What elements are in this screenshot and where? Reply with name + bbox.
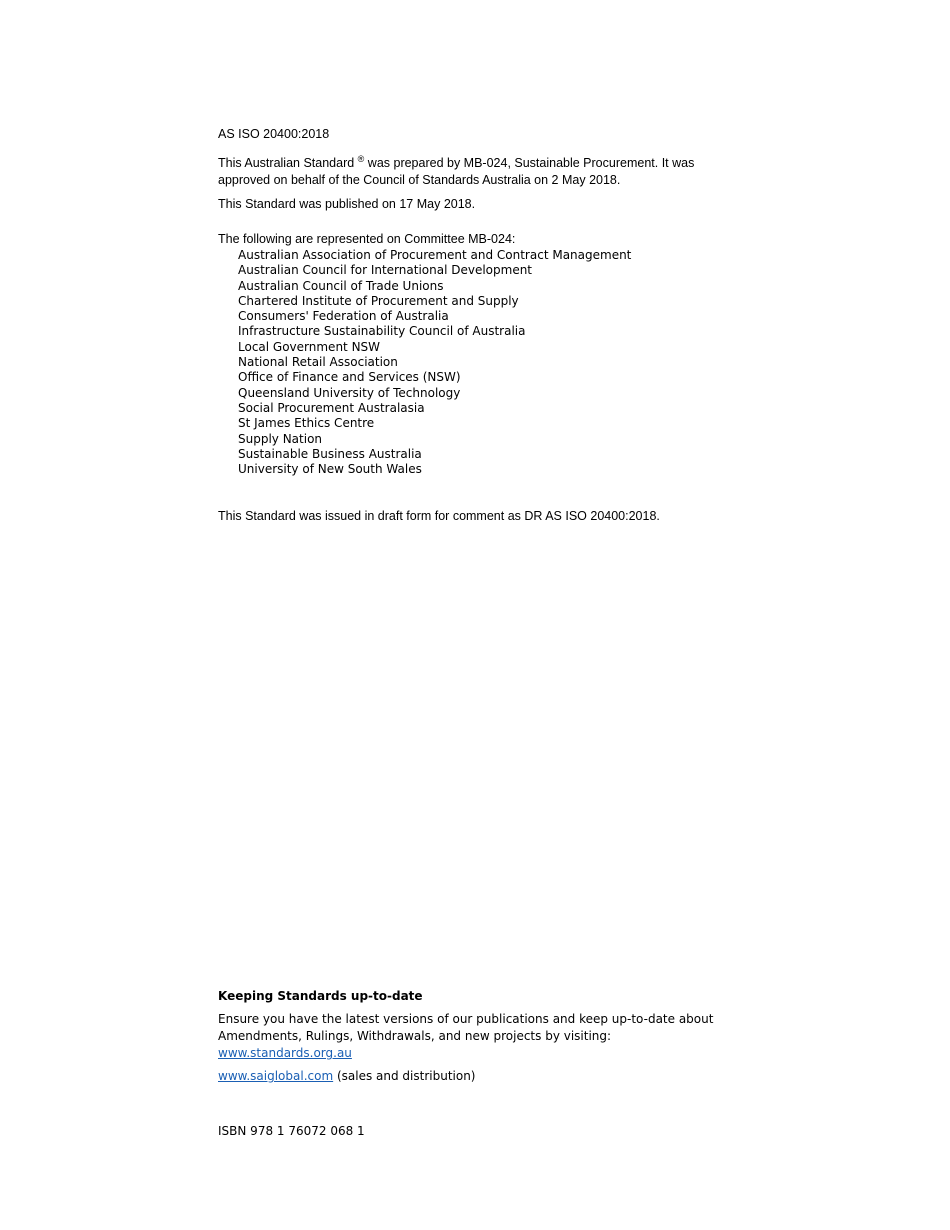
committee-member: Supply Nation	[238, 431, 323, 446]
draft-note: This Standard was issued in draft form for comment as DR AS ISO 20400:2018.	[218, 509, 660, 523]
committee-member: Australian Council of Trade Unions	[238, 278, 444, 293]
committee-member: Chartered Institute of Procurement and Supply	[238, 293, 519, 308]
keeping-standards-body	[218, 1011, 713, 1045]
committee-member: Queensland University of Technology	[238, 385, 461, 400]
saiglobal-link-line	[218, 1068, 475, 1085]
committee-member: St James Ethics Centre	[238, 416, 375, 431]
committee-member: Consumers' Federation of Australia	[238, 309, 449, 324]
committee-member: Sustainable Business Australia	[238, 446, 422, 461]
committee-member: Social Procurement Australasia	[238, 400, 425, 415]
committee-member: Office of Finance and Services (NSW)	[238, 370, 461, 385]
keeping-standards-heading: Keeping Standards up-to-date	[218, 989, 423, 1003]
registered-trademark-symbol: ®	[357, 154, 365, 164]
keeping-body-line-2: Amendments, Rulings, Withdrawals, and new projects by visiting:	[218, 1029, 612, 1043]
standards-link-line	[218, 1045, 352, 1062]
committee-member: Australian Association of Procurement and Contract Management	[238, 248, 632, 262]
committee-member-list	[238, 248, 631, 477]
saiglobal-website-link[interactable]: www.saiglobal.com	[218, 1069, 334, 1083]
preparation-paragraph	[218, 155, 694, 189]
committee-member: Local Government NSW	[238, 339, 381, 354]
committee-member: National Retail Association	[238, 355, 398, 370]
committee-member: Australian Council for International Development	[238, 263, 533, 278]
committee-intro: The following are represented on Committee MB-024:	[218, 232, 516, 246]
saiglobal-note: (sales and distribution)	[333, 1069, 476, 1083]
standards-website-link[interactable]: www.standards.org.au	[218, 1046, 352, 1060]
document-code: AS ISO 20400:2018	[218, 127, 330, 141]
keeping-body-line-1: Ensure you have the latest versions of our publications and keep up-to-date about	[218, 1012, 714, 1026]
isbn: ISBN 978 1 76072 068 1	[218, 1124, 365, 1138]
committee-member: Infrastructure Sustainability Council of Australia	[238, 324, 526, 339]
preparation-line-2: approved on behalf of the Council of Standards Australia on 2 May 2018.	[218, 173, 621, 187]
published-date: This Standard was published on 17 May 2018.	[218, 197, 476, 211]
committee-member: University of New South Wales	[238, 462, 422, 477]
preparation-line-1: This Australian Standard ® was prepared by MB-024, Sustainable Procurement. It was	[218, 154, 695, 170]
